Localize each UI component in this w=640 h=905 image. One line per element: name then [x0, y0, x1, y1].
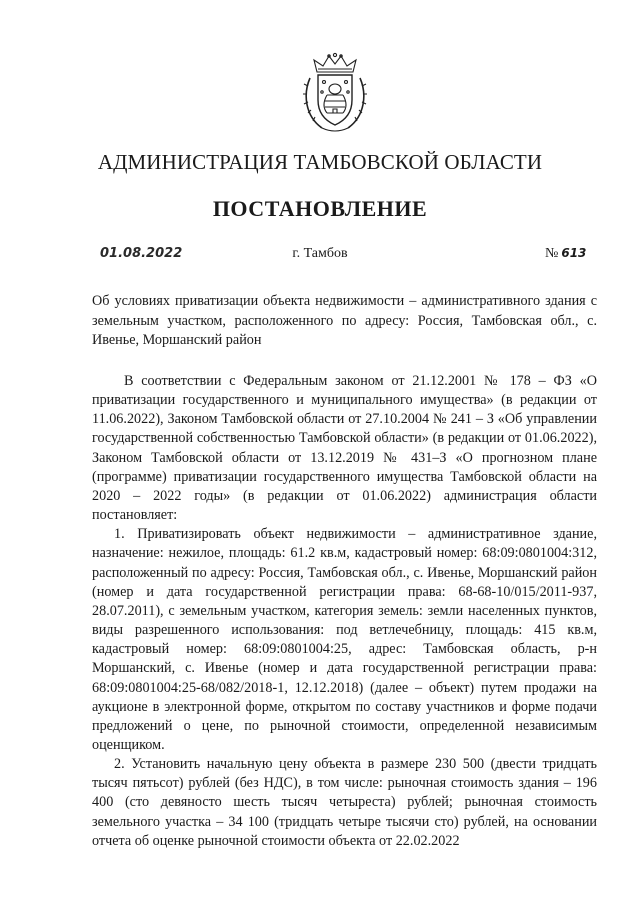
document-subject: Об условиях приватизации объекта недвижимости – административного здания с земельным участком, расположенного по адресу: Россия, Тамбовская обл., с. Ивенье, Моршанский район	[92, 293, 597, 349]
document-date: 01.08.2022	[100, 246, 183, 261]
document-city: г. Тамбов	[292, 246, 348, 261]
document-type-title: ПОСТАНОВЛЕНИЕ	[212, 196, 428, 221]
document-meta-row	[0, 246, 640, 268]
preamble-paragraph: В соответствии с Федеральным законом от 21.12.2001 № 178 – ФЗ «О приватизации государственного и муниципального имущества» (в редакции от 11.06.2022), Законом Тамбовской области от 27.10.2004 № 241 – З «Об управлении государственной собственностью Тамбовской области» (в редакции от 01.06.2022), Законом Тамбовской области от 13.12.2019 № 431–З «О прогнозном плане (программе) приватизации государственного имущества Тамбовской области на 2020 – 2022 годы» (в редакции от 01.06.2022) администрация области постановляет:	[92, 373, 597, 524]
number-value: 613	[561, 246, 587, 260]
document-number	[545, 246, 586, 262]
organization-title: АДМИНИСТРАЦИЯ ТАМБОВСКОЙ ОБЛАСТИ	[97, 150, 543, 174]
item-2-paragraph: 2. Установить начальную цену объекта в размере 230 500 (двести тридцать тысяч пятьсот) рублей (без НДС), в том числе: рыночная стоимость здания – 196 400 (сто девяносто шесть тысяч четыреста) рублей; рыночная стоимость земельного участка – 34 100 (тридцать четыре тысячи сто) рублей, на основании отчета об оценке рыночной стоимости объекта от 22.02.2022	[92, 756, 597, 849]
item-1-paragraph: 1. Приватизировать объект недвижимости – административное здание, назначение: нежилое, площадь: 61.2 кв.м, кадастровый номер: 68:09:0801004:312, расположенный по адресу: Россия, Тамбовская обл., с. Ивенье, Моршанский район (номер и дата государственной регистрации права: 68-68-10/015/2011-937, 28.07.2011), с земельным участком, категория земель: земли населенных пунктов, виды разрешенного использования: под ветлечебницу, площадь: 415 кв.м, кадастровый номер: 68:09:0801004:25, адрес: Тамбовская область, р-н Моршанский, с. Ивенье (номер и дата государственной регистрации права: 68:09:0801004:25-68/082/2018-1, 12.12.2018) (далее – объект) путем продажи на аукционе в электронной форме, открытом по составу участников и форме подачи предложений о цене, по рыночной стоимости, определенной независимым оценщиком.	[92, 526, 597, 753]
document-body	[92, 372, 597, 851]
number-prefix: №	[545, 246, 559, 261]
coat-of-arms-icon	[300, 52, 370, 134]
